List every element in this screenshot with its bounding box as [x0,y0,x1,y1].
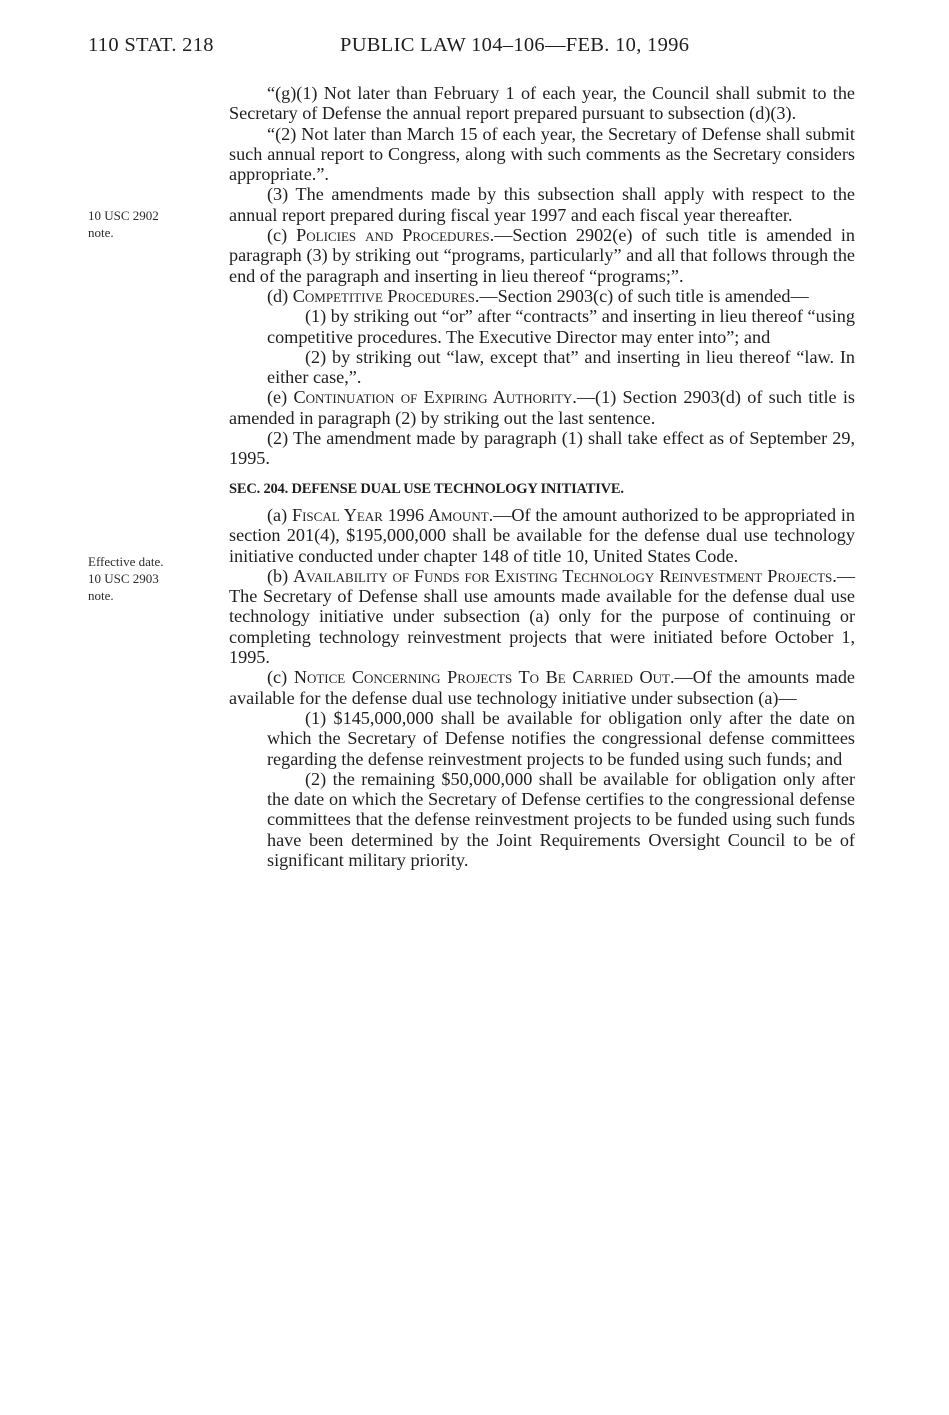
paragraph-caption: Competitive Procedures. [292,285,480,306]
paragraph-caption: Notice Concerning Projects To Be Carried Out. [293,667,675,688]
margin-note-line: note. [88,225,114,240]
paragraph-label: (b) [267,565,294,586]
paragraph-d-competitive [229,286,855,306]
paragraph-b3: (3) The amendments made by this subsection shall apply with respect to the annual report prepared during fiscal year 1997 and each fiscal year thereafter. [229,184,855,225]
paragraph-d1: (1) by striking out “or” after “contracts” and inserting in lieu thereof “using competitive procedures. The Executive Director may enter into”; and [267,306,855,347]
document-body [229,83,855,870]
paragraph-g1: “(g)(1) Not later than February 1 of each year, the Council shall submit to the Secretary of Defense the annual report prepared pursuant to subsection (d)(3). [229,83,855,124]
section-heading-204: SEC. 204. DEFENSE DUAL USE TECHNOLOGY INITIATIVE. [229,480,624,497]
margin-note-line: note. [88,588,114,603]
paragraph-text: —The Secretary of Defense shall use amounts made available for the defense dual use technology initiative under subsection (a) only for the purpose of continuing or completing technology reinvestment projects that were initiated before October 1, 1995. [229,565,855,668]
paragraph-label: (a) [267,504,292,525]
paragraph-text: —Section 2903(c) of such title is amended— [479,285,809,306]
paragraph-label: (d) [267,285,293,306]
paragraph-caption: Continuation of Expiring Authority. [293,387,577,408]
paragraph-label: (e) [267,387,294,408]
paragraph-b-availability [229,566,855,667]
paragraph-a-fiscal-year [229,505,855,566]
stat-reference: 110 STAT. 218 [88,34,214,56]
paragraph-text: —Of the amount authorized to be appropriated in section 201(4), $195,000,000 shall be available for the defense dual use technology initiative conducted under chapter 148 of title 10, United States Code. [229,504,855,566]
paragraph-label: (c) [267,667,294,688]
paragraph-caption: Policies and Procedures. [296,225,495,246]
paragraph-c2: (2) the remaining $50,000,000 shall be available for obligation only after the date on which the Secretary of Defense certifies to the congressional defense committees that the defense reinvestment projects to be funded using such funds have been determined by the Joint Requirements Oversight Council to be of significant military priority. [267,768,855,870]
paragraph-caption: Fiscal Year 1996 Amount. [291,504,494,525]
paragraph-c-policies [229,225,855,286]
paragraph-g2: “(2) Not later than March 15 of each year, the Secretary of Defense shall submit such annual report to Congress, along with such comments as the Secretary considers appropriate.”. [229,123,855,185]
margin-note-effective-date [88,553,164,604]
paragraph-text: —Of the amounts made available for the defense dual use technology initiative under subsection (a)— [229,667,856,708]
paragraph-c-notice [229,667,855,708]
paragraph-e-continuation [229,387,855,428]
margin-note-line: 10 USC 2903 [88,571,159,586]
paragraph-text: —Section 2902(e) of such title is amended in paragraph (3) by striking out “programs, particularly” and all that follows through the end of the paragraph and inserting in lieu thereof “programs;”. [229,225,856,286]
margin-note-line: 10 USC 2902 [88,208,159,223]
paragraph-text: —(1) Section 2903(d) of such title is amended in paragraph (2) by striking out the last sentence. [229,387,856,428]
paragraph-d2: (2) by striking out “law, except that” and inserting in lieu thereof “law. In either case,”. [267,346,855,388]
page-header [88,34,858,60]
margin-note-usc-2902 [88,207,159,241]
law-title: PUBLIC LAW 104–106—FEB. 10, 1996 [340,34,690,56]
paragraph-label: (c) [267,225,297,246]
paragraph-e2: (2) The amendment made by paragraph (1) shall take effect as of September 29, 1995. [229,428,855,469]
paragraph-caption: Availability of Funds for Existing Technology Reinvestment Projects. [293,565,837,586]
paragraph-c1: (1) $145,000,000 shall be available for obligation only after the date on which the Secretary of Defense notifies the congressional defense committees regarding the defense reinvestment projects to be funded using such funds; and [267,707,855,769]
margin-note-line: Effective date. [88,554,164,569]
